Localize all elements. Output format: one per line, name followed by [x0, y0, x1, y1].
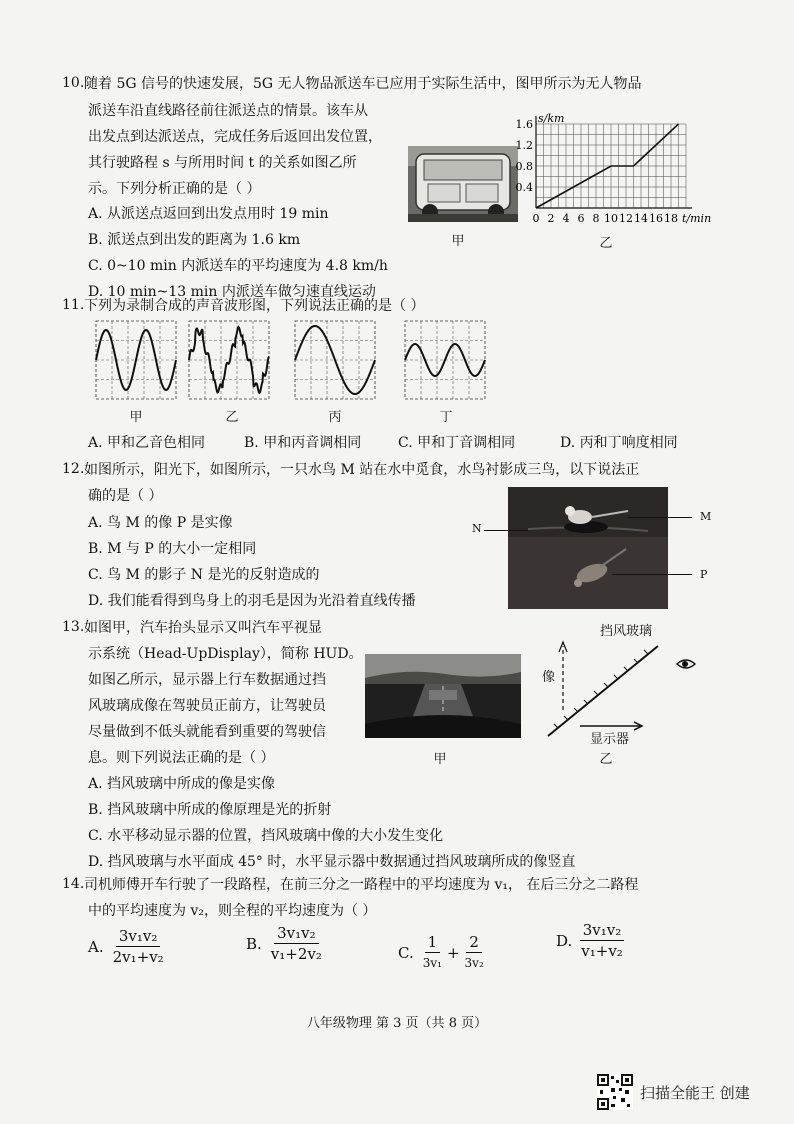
label-p-leader: [612, 574, 692, 575]
question-14-number: 14.: [62, 876, 85, 892]
waveform-bing: [294, 320, 376, 400]
y-tick-label: 1.2: [515, 139, 533, 152]
question-12-option-d: D. 我们能看得到鸟身上的羽毛是因为光沿着直线传播: [88, 593, 416, 609]
question-10-option-a: A. 从派送点返回到出发点用时 19 min: [88, 206, 329, 222]
label-n: N: [472, 522, 482, 535]
y-axis-label: s/km: [538, 112, 565, 125]
option-d-label: D.: [556, 931, 573, 950]
hud-reflection-diagram: [540, 628, 690, 738]
x-tick-label: 16: [649, 212, 663, 225]
option-a-denominator: 2v₁+v₂: [112, 948, 164, 966]
question-12-stem-line2: 确的是（ ）: [88, 488, 163, 504]
question-14-option-a: [88, 926, 167, 967]
q13-figure-yi-caption: 乙: [599, 752, 613, 767]
question-11-number: 11.: [62, 297, 85, 313]
page-footer: 八年级物理 第 3 页（共 8 页）: [306, 1016, 488, 1031]
question-11-option-c: C. 甲和丁音调相同: [398, 435, 516, 451]
option-d-denominator: v₁+v₂: [581, 942, 623, 960]
question-13-stem-line1: 如图甲，汽车抬头显示又叫汽车平视显: [84, 620, 322, 636]
eye-icon: [676, 656, 696, 675]
question-10-stem-line1: 随着 5G 信号的快速发展，5G 无人物品派送车已应用于实际生活中，图甲所示为无人物品: [84, 76, 642, 92]
waveform-jia-label: 甲: [129, 410, 143, 425]
question-13-stem-line6: 息。则下列说法正确的是（ ）: [88, 750, 275, 766]
option-c-numerator-2: 2: [466, 932, 482, 953]
question-10-number: 10.: [62, 75, 85, 91]
qr-code-icon: [597, 1074, 633, 1110]
x-tick-label: 18: [664, 212, 678, 225]
option-c-denominator-2: 3v₂: [464, 956, 484, 970]
question-13-option-a: A. 挡风玻璃中所成的像是实像: [88, 776, 276, 792]
q10-figure-jia-caption: 甲: [451, 234, 465, 249]
x-tick-label: 8: [592, 212, 600, 225]
x-axis-label: t/min: [682, 212, 712, 225]
label-m-leader: [628, 517, 692, 518]
label-display: 显示器: [590, 732, 630, 747]
question-14-option-c: [398, 932, 487, 973]
label-image: 像: [542, 670, 556, 685]
option-a-label: A.: [88, 937, 104, 956]
y-tick-label: 0.8: [515, 160, 533, 173]
waveform-bing-label: 丙: [328, 410, 342, 425]
q10-figure-yi-caption: 乙: [599, 236, 613, 251]
question-11-option-a: A. 甲和乙音色相同: [88, 435, 206, 451]
question-13-stem-line3: 如图乙所示，显示器上行车数据通过挡: [88, 672, 326, 688]
x-tick-label: 6: [577, 212, 585, 225]
x-tick-label: 4: [562, 212, 570, 225]
label-windshield: 挡风玻璃: [600, 624, 653, 639]
s-t-graph: [512, 108, 712, 236]
option-b-numerator: 3v₁v₂: [274, 923, 319, 944]
water-bird-photo: [508, 487, 668, 609]
y-tick-label: 1.6: [515, 118, 533, 131]
waveform-ding-label: 丁: [439, 410, 453, 425]
option-d-numerator: 3v₁v₂: [580, 920, 625, 941]
waveform-yi-label: 乙: [225, 410, 239, 425]
question-12-option-b: B. M 与 P 的大小一定相同: [88, 541, 257, 557]
question-10-stem-line3: 出发点到达派送点，完成任务后返回出发位置，: [88, 129, 382, 145]
waveform-yi: [188, 320, 270, 400]
question-14-stem-line1: 司机师傅开车行驶了一段路程，在前三分之一路程中的平均速度为 v₁， 在后三分之二路程: [84, 877, 639, 893]
question-14-option-b: [246, 923, 325, 964]
x-tick-label: 2: [547, 212, 555, 225]
question-13-option-c: C. 水平移动显示器的位置，挡风玻璃中像的大小发生变化: [88, 828, 444, 844]
question-10-stem-line5: 示。下列分析正确的是（ ）: [88, 181, 261, 197]
option-c-denominator-1: 3v₁: [422, 956, 442, 970]
question-14-stem-line2: 中的平均速度为 v₂，则全程的平均速度为（ ）: [88, 903, 377, 919]
question-11-stem: 下列为录制合成的声音波形图，下列说法正确的是（ ）: [84, 298, 425, 314]
waveform-jia: [95, 320, 177, 400]
question-13-number: 13.: [62, 619, 85, 635]
x-tick-label: 10: [604, 212, 618, 225]
option-a-numerator: 3v₁v₂: [116, 926, 161, 947]
question-13-option-b: B. 挡风玻璃中所成的像原理是光的折射: [88, 802, 332, 818]
waveform-ding: [404, 320, 486, 400]
label-p: P: [700, 568, 708, 581]
y-tick-label: 0.4: [515, 181, 533, 194]
question-14-option-d: [556, 920, 626, 961]
question-11-option-b: B. 甲和丙音调相同: [244, 435, 362, 451]
question-12-number: 12.: [62, 461, 85, 477]
option-c-plus: +: [446, 943, 460, 962]
q13-figure-jia-caption: 甲: [433, 752, 447, 767]
delivery-vehicle-photo: [408, 146, 518, 222]
x-tick-label: 14: [634, 212, 648, 225]
question-12-stem-line1: 如图所示，阳光下，如图所示，一只水鸟 M 站在水中觅食，水鸟衬影成三鸟，以下说法正: [84, 462, 640, 478]
option-c-label: C.: [398, 943, 414, 962]
hud-dashboard-photo: [365, 654, 521, 738]
option-b-denominator: v₁+2v₂: [270, 945, 322, 963]
label-n-leader: [484, 530, 528, 531]
option-b-label: B.: [246, 934, 262, 953]
question-10-option-c: C. 0~10 min 内派送车的平均速度为 4.8 km/h: [88, 258, 388, 274]
question-10-stem-line4: 其行驶路程 s 与所用时间 t 的关系如图乙所: [88, 155, 357, 171]
question-10-option-b: B. 派送点到出发的距离为 1.6 km: [88, 232, 301, 248]
question-10-option-d: D. 10 min~13 min 内派送车做匀速直线运动: [88, 284, 376, 300]
question-12-option-a: A. 鸟 M 的像 P 是实像: [88, 515, 233, 531]
question-13-stem-line5: 尽量做到不低头就能看到重要的驾驶信: [88, 724, 326, 740]
question-12-option-c: C. 鸟 M 的影子 N 是光的反射造成的: [88, 567, 320, 583]
option-c-numerator-1: 1: [425, 932, 441, 953]
question-13-stem-line2: 示系统（Head-UpDisplay），简称 HUD。: [88, 646, 363, 662]
question-10-stem-line2: 派送车沿直线路径前往派送点的情景。该车从: [88, 103, 368, 119]
label-m: M: [700, 510, 712, 523]
scanner-watermark: 扫描全能王 创建: [640, 1084, 750, 1102]
x-tick-label: 0: [532, 212, 540, 225]
question-13-option-d: D. 挡风玻璃与水平面成 45° 时，水平显示器中数据通过挡风玻璃所成的像竖直: [88, 854, 576, 870]
question-11-option-d: D. 丙和丁响度相同: [560, 435, 678, 451]
x-tick-label: 12: [619, 212, 633, 225]
question-13-stem-line4: 风玻璃成像在驾驶员正前方，让驾驶员: [88, 698, 326, 714]
